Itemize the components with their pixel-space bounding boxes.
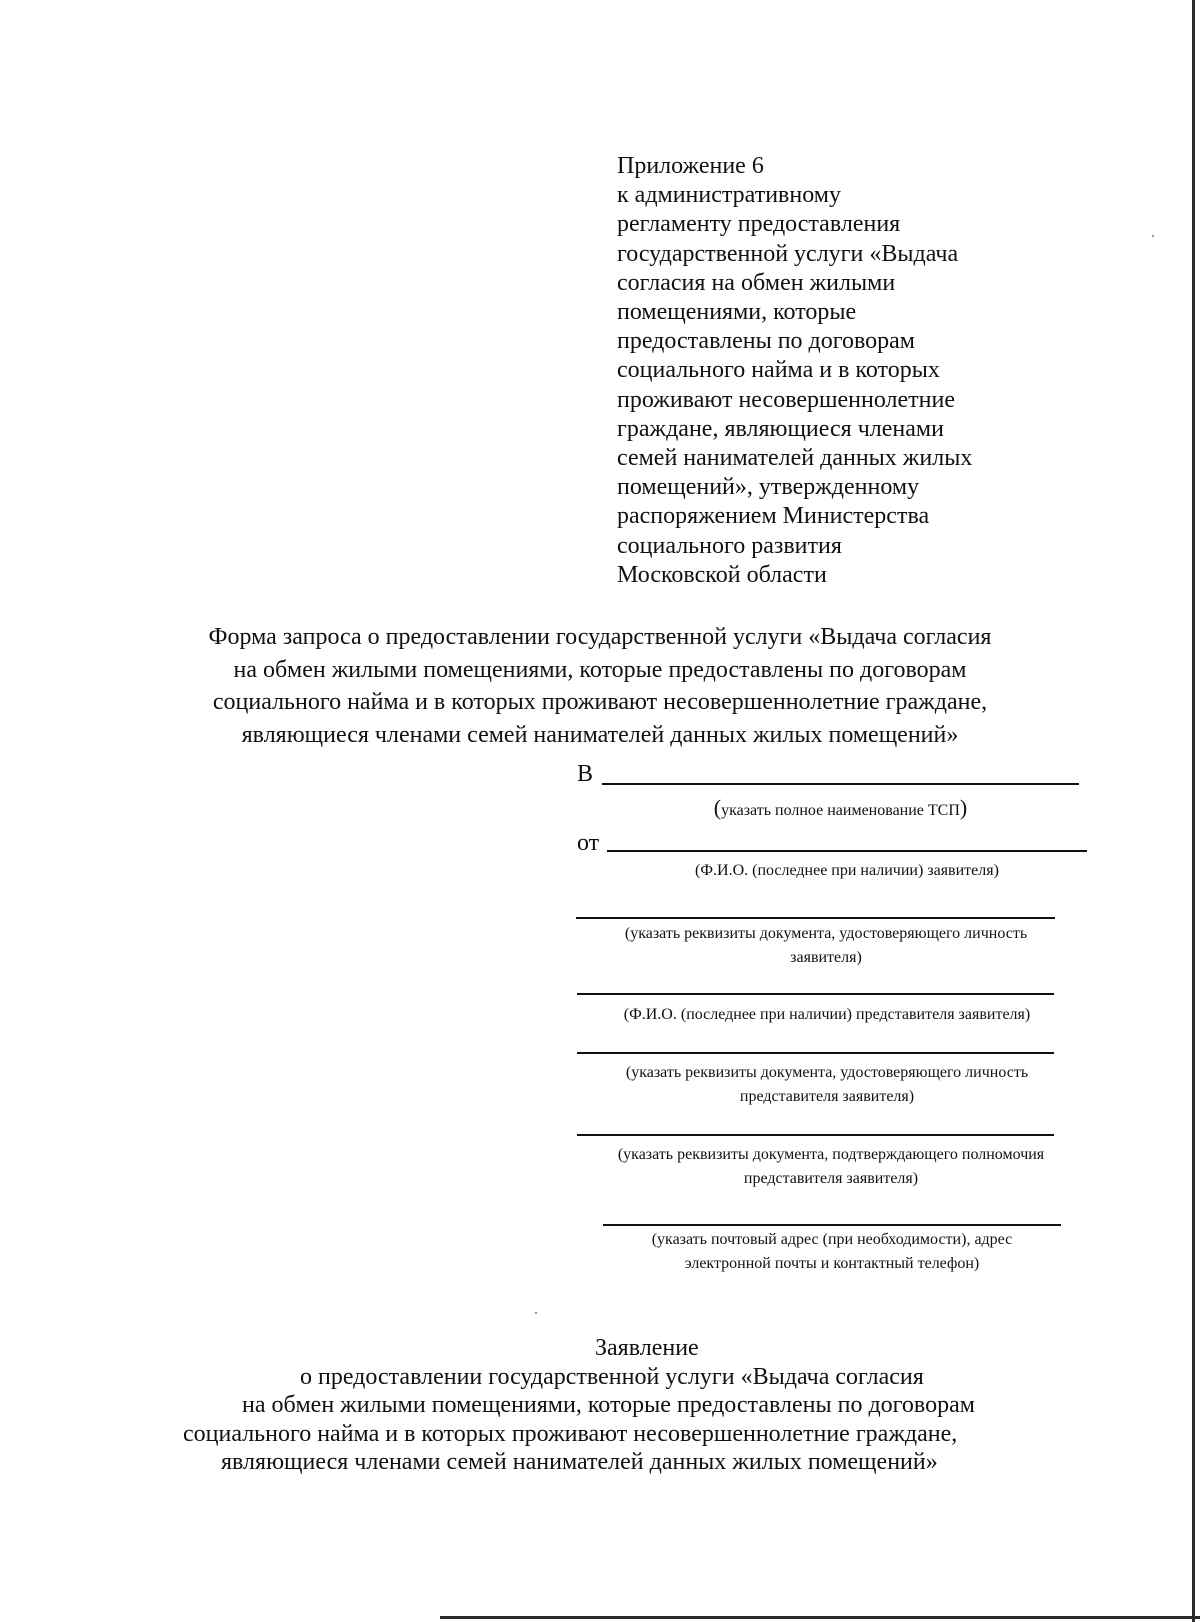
form-title bbox=[120, 621, 1080, 751]
appendix-line: государственной услуги «Выдача bbox=[617, 240, 959, 267]
statement-line: являющиеся членами семей нанимателей данных жилых помещений» bbox=[221, 1449, 938, 1476]
scan-border-right bbox=[1192, 0, 1195, 1622]
scan-speck bbox=[535, 1312, 537, 1314]
appendix-line: граждане, являющиеся членами bbox=[617, 415, 944, 442]
rep-id-doc-caption bbox=[577, 1061, 1077, 1109]
rep-id-doc-caption-line: представителя заявителя) bbox=[739, 1088, 915, 1105]
from-field[interactable] bbox=[607, 850, 1087, 852]
statement-line: о предоставлении государственной услуги «Выдача согласия bbox=[300, 1363, 924, 1390]
statement-line: на обмен жилыми помещениями, которые предоставлены по договорам bbox=[242, 1392, 975, 1419]
form-title-line: Форма запроса о предоставлении государственной услуги «Выдача согласия bbox=[208, 624, 992, 650]
appendix-line: социального найма и в которых bbox=[617, 357, 940, 384]
caption-paren: ) bbox=[959, 795, 968, 820]
appendix-line: помещениями, которые bbox=[617, 299, 857, 326]
contacts-caption-line: электронной почты и контактный телефон) bbox=[684, 1255, 980, 1272]
appendix-line: Приложение 6 bbox=[617, 153, 764, 179]
to-caption-text: указать полное наименование ТСП bbox=[721, 802, 960, 819]
appendix-line: регламенту предоставления bbox=[617, 211, 901, 238]
appendix-line: к административному bbox=[617, 182, 841, 209]
form-title-line: социального найма и в которых проживают несовершеннолетние граждане, bbox=[212, 689, 988, 715]
to-prefix: В bbox=[577, 761, 594, 787]
id-doc-caption-line: (указать реквизиты документа, удостоверяющего личность bbox=[624, 925, 1028, 942]
from-caption bbox=[607, 859, 1087, 883]
from-prefix: от bbox=[577, 830, 600, 856]
form-title-line: являющиеся членами семей нанимателей данных жилых помещений» bbox=[241, 721, 959, 748]
contacts-field[interactable] bbox=[603, 1224, 1061, 1226]
from-caption-text: (Ф.И.О. (последнее при наличии) заявителя) bbox=[695, 862, 999, 879]
statement-line: социального найма и в которых проживают несовершеннолетние граждане, bbox=[183, 1420, 958, 1447]
rep-id-doc-caption-line: (указать реквизиты документа, удостоверяющего личность bbox=[625, 1064, 1029, 1081]
contacts-caption-line: (указать почтовый адрес (при необходимости), адрес bbox=[651, 1231, 1013, 1248]
rep-name-caption-text: (Ф.И.О. (последнее при наличии) представителя заявителя) bbox=[623, 1006, 1031, 1023]
appendix-line: согласия на обмен жилыми bbox=[617, 269, 896, 296]
to-field[interactable] bbox=[602, 783, 1079, 785]
form-title-line: на обмен жилыми помещениями, которые предоставлены по договорам bbox=[233, 656, 967, 683]
appendix-line: распоряжением Министерства bbox=[617, 503, 930, 530]
rep-authority-field[interactable] bbox=[577, 1134, 1054, 1136]
appendix-header bbox=[617, 152, 1037, 590]
statement-title: Заявление bbox=[595, 1335, 699, 1361]
id-doc-caption bbox=[576, 922, 1076, 970]
appendix-line: социального развития bbox=[617, 532, 842, 559]
rep-id-doc-field[interactable] bbox=[577, 1052, 1054, 1054]
rep-name-caption bbox=[577, 1003, 1077, 1027]
appendix-line: проживают несовершеннолетние bbox=[617, 386, 955, 413]
rep-authority-caption-line: представителя заявителя) bbox=[743, 1170, 919, 1187]
statement bbox=[170, 1334, 1080, 1477]
appendix-line: Московской области bbox=[617, 561, 827, 588]
rep-authority-caption bbox=[572, 1143, 1090, 1191]
contacts-caption bbox=[603, 1228, 1061, 1276]
id-doc-field[interactable] bbox=[576, 917, 1055, 919]
caption-paren: ( bbox=[713, 795, 722, 820]
rep-authority-caption-line: (указать реквизиты документа, подтверждающего полномочия bbox=[617, 1146, 1045, 1163]
rep-name-field[interactable] bbox=[577, 993, 1054, 995]
scan-border-bottom bbox=[440, 1616, 1200, 1619]
scan-speck bbox=[1152, 235, 1154, 237]
to-caption bbox=[602, 796, 1079, 823]
appendix-line: помещений», утвержденному bbox=[617, 474, 920, 501]
appendix-line: предоставлены по договорам bbox=[617, 328, 915, 355]
id-doc-caption-line: заявителя) bbox=[790, 949, 862, 966]
appendix-line: семей нанимателей данных жилых bbox=[617, 445, 973, 472]
